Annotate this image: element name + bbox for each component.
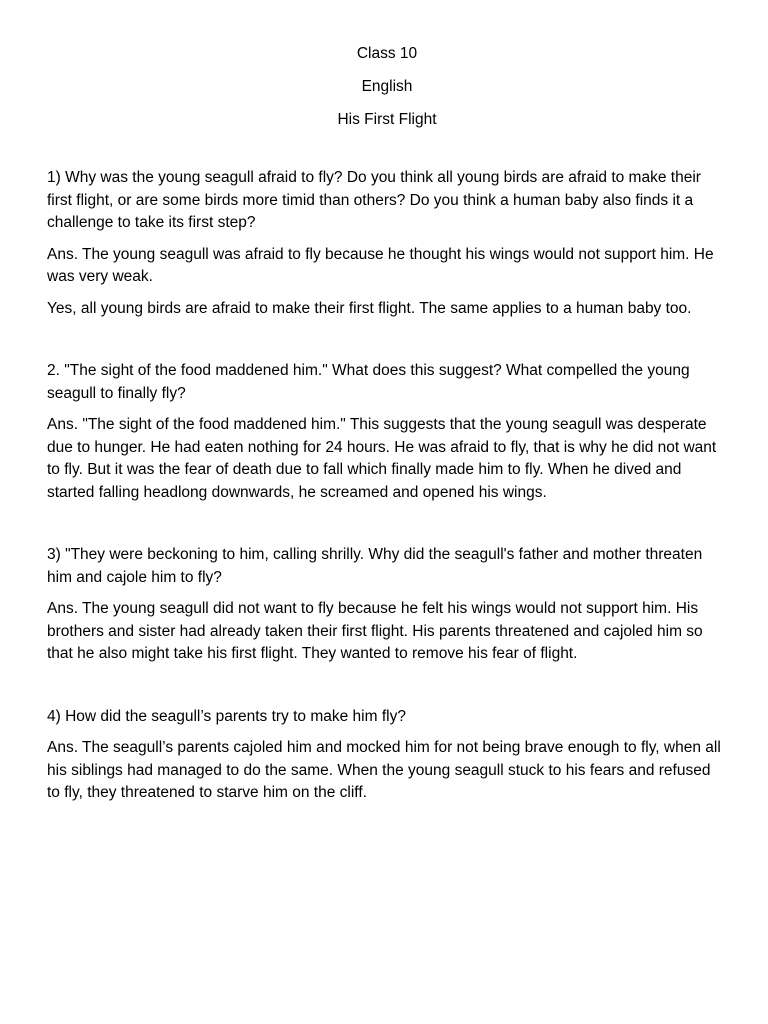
class-label: Class 10 — [356, 45, 418, 62]
answer-2: Ans. "The sight of the food maddened him." This suggests that the young seagull was desperate due to hunger. He had eaten nothing for 24 hours. He was afraid to fly, that is why he did not want to fly. But it was the fear of death due to fall which finally made him to fly. When he dived and started falling headlong downwards, he screamed and opened his wings. — [47, 416, 717, 501]
question-3: 3) "They were beckoning to him, calling shrilly. Why did the seagull's father and mother threaten him and cajole him to fly? — [47, 546, 703, 586]
chapter-title: His First Flight — [337, 111, 437, 128]
answer-3: Ans. The young seagull did not want to fly because he felt his wings would not support him. His brothers and sister had already taken their first flight. His parents threatened and cajoled him so that he also might take his first flight. They wanted to remove his fear of flight. — [47, 600, 703, 662]
document-page — [47, 43, 727, 814]
qa-block-2 — [47, 360, 727, 504]
answer-1-part-2: Yes, all young birds are afraid to make their first flight. The same applies to a human baby too. — [47, 299, 692, 317]
qa-block-4 — [47, 706, 727, 805]
question-4: 4) How did the seagull’s parents try to make him fly? — [47, 707, 406, 725]
qa-block-1 — [47, 167, 727, 320]
question-1: 1) Why was the young seagull afraid to fly? Do you think all young birds are afraid to make their first flight, or are some birds more timid than others? Do you think a human baby also finds it a challenge to take its first step? — [47, 169, 701, 231]
answer-1-part-1: Ans. The young seagull was afraid to fly because he thought his wings would not support him. He was very weak. — [47, 245, 714, 285]
question-2: 2. "The sight of the food maddened him." What does this suggest? What compelled the young seagull to finally fly? — [47, 362, 690, 402]
qa-block-3 — [47, 544, 727, 666]
answer-4: Ans. The seagull’s parents cajoled him and mocked him for not being brave enough to fly, when all his siblings had managed to do the same. When the young seagull stuck to his fears and refused to fly, they threatened to starve him on the cliff. — [47, 739, 721, 801]
subject-title: English — [361, 78, 413, 95]
